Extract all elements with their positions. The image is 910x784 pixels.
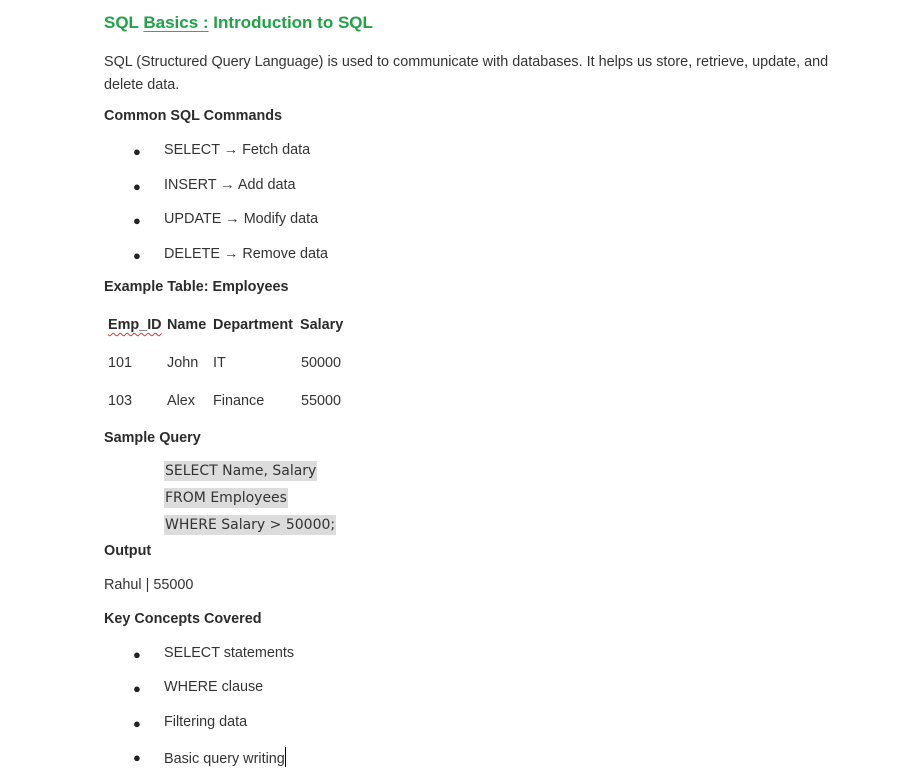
concept-item: Filtering data — [164, 714, 248, 730]
code-line: FROM Employees — [165, 490, 287, 506]
text-cursor — [285, 747, 286, 767]
command-item-insert: INSERT → Add data — [164, 177, 296, 193]
table-cell-salary: 55000 — [301, 393, 342, 409]
title-basics: Basics : — [143, 13, 209, 32]
key-concepts-heading: Key Concepts Covered — [104, 611, 262, 627]
table-header-department: Department — [213, 317, 293, 333]
concept-item: WHERE clause — [164, 679, 264, 695]
command-item-delete: DELETE → Remove data — [164, 246, 328, 262]
concept-item: SELECT statements — [164, 645, 295, 661]
concept-item-last — [164, 747, 286, 767]
code-line: SELECT Name, Salary — [165, 463, 317, 479]
title-rest: Introduction to SQL — [208, 13, 373, 32]
table-header-salary: Salary — [300, 317, 344, 333]
table-cell-salary: 50000 — [301, 355, 342, 371]
bullet-icon: ● — [133, 750, 141, 765]
table-cell-department: IT — [213, 355, 226, 371]
document-title — [104, 13, 373, 33]
command-item-update: UPDATE → Modify data — [164, 211, 319, 227]
command-item-select: SELECT → Fetch data — [164, 142, 311, 158]
bullet-icon: ● — [133, 179, 141, 194]
bullet-icon: ● — [133, 213, 141, 228]
bullet-icon: ● — [133, 144, 141, 159]
table-cell-emp-id: 103 — [108, 393, 133, 409]
sample-query-heading: Sample Query — [104, 430, 201, 446]
table-cell-emp-id: 101 — [108, 355, 133, 371]
bullet-icon: ● — [133, 248, 141, 263]
table-header-name: Name — [167, 317, 207, 333]
table-heading: Example Table: Employees — [104, 279, 289, 295]
bullet-icon: ● — [133, 716, 141, 731]
commands-heading: Common SQL Commands — [104, 108, 283, 124]
title-prefix: SQL — [104, 13, 144, 32]
intro-paragraph: SQL (Structured Query Language) is used to communicate with databases. It helps us store, retrieve, update, and delete data. — [104, 54, 829, 93]
table-cell-department: Finance — [213, 393, 265, 409]
bullet-icon: ● — [133, 681, 141, 696]
table-cell-name: John — [167, 355, 199, 371]
output-heading: Output — [104, 543, 152, 559]
code-line: WHERE Salary > 50000; — [165, 517, 336, 533]
table-cell-name: Alex — [167, 393, 195, 409]
output-value: Rahul | 55000 — [104, 577, 194, 593]
concept-item-text: Basic query writing — [164, 751, 285, 767]
table-header-emp-id: Emp_ID — [108, 317, 162, 333]
bullet-icon: ● — [133, 647, 141, 662]
